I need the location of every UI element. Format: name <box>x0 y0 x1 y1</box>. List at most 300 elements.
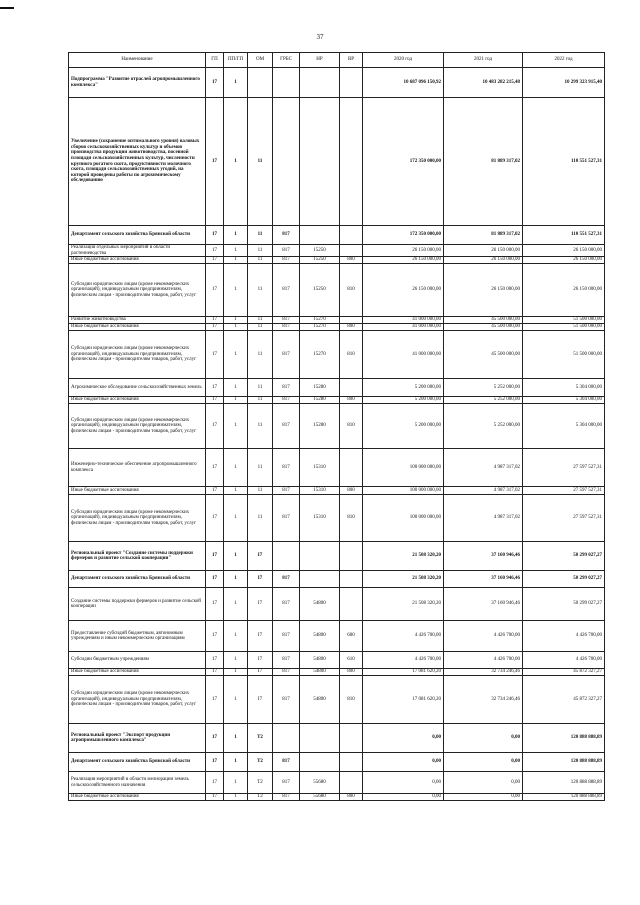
cell-nr: 55680 <box>300 794 340 801</box>
table-row <box>69 794 605 801</box>
cell-pp-gp: 1 <box>224 588 248 621</box>
cell-2022: 27 597 527,31 <box>523 495 605 542</box>
cell-gp: 17 <box>206 264 224 317</box>
cell-vr: 800 <box>340 324 363 331</box>
cell-2021: 45 500 000,00 <box>444 324 523 331</box>
cell-vr: 800 <box>340 794 363 801</box>
cell-pp-gp: 1 <box>224 331 248 379</box>
cell-grbs: 817 <box>273 487 300 495</box>
cell-vr <box>340 98 363 226</box>
table-row <box>69 669 605 676</box>
cell-pp-gp: 1 <box>224 753 248 772</box>
cell-grbs: 817 <box>273 588 300 621</box>
cell-gp: 17 <box>206 669 224 676</box>
cell-2021: 37 160 946,46 <box>444 571 523 588</box>
cell-2022: 26 150 000,00 <box>523 264 605 317</box>
cell-2022: 45 872 327,27 <box>523 676 605 724</box>
cell-2022: 110 551 527,31 <box>523 98 605 226</box>
row-name: Субсидии бюджетным учреждениям <box>69 652 206 669</box>
column-header: ВР <box>340 53 363 68</box>
cell-2022: 120 888 888,89 <box>523 772 605 794</box>
cell-2022: 120 888 888,89 <box>523 753 605 772</box>
table-row <box>69 245 605 257</box>
cell-nr: 15280 <box>300 404 340 449</box>
cell-gp: 17 <box>206 317 224 324</box>
row-name: Развитие животноводства <box>69 317 206 324</box>
cell-om: 11 <box>248 397 273 404</box>
table-row <box>69 404 605 449</box>
cell-gp: 17 <box>206 652 224 669</box>
cell-om: 11 <box>248 487 273 495</box>
table-header-row <box>69 53 605 68</box>
cell-gp: 17 <box>206 397 224 404</box>
cell-2022: 26 150 000,00 <box>523 257 605 264</box>
cell-pp-gp: 1 <box>224 226 248 245</box>
column-header: Наименование <box>69 53 206 68</box>
cell-2020: 41 000 000,00 <box>363 324 444 331</box>
row-name: Субсидии юридическим лицам (кроме некоммерческих организаций), индивидуальным предпринимателям, физическим лицам - производителям товаров, работ, услуг <box>69 404 206 449</box>
cell-2022: 50 299 027,27 <box>523 542 605 571</box>
cell-gp: 17 <box>206 495 224 542</box>
cell-vr <box>340 724 363 753</box>
cell-om: I7 <box>248 669 273 676</box>
cell-gp: 17 <box>206 449 224 487</box>
row-name: Увеличение (сохранение оптимального уровня) валовых сборов сельскохозяйственных культур и объемов производства продукции животноводства, посевной площади сельскохозяйственных культур, численности крупного рогатого скота, продуктивности молочного скота, площади сельскохозяйственных угодий, на которой проведены работы по агрохимическому обследованию <box>69 98 206 226</box>
row-name: Иные бюджетные ассигнования <box>69 257 206 264</box>
cell-gp: 17 <box>206 331 224 379</box>
cell-gp: 17 <box>206 676 224 724</box>
cell-2022: 51 500 000,00 <box>523 324 605 331</box>
cell-grbs: 817 <box>273 397 300 404</box>
table-row <box>69 676 605 724</box>
cell-nr: 15310 <box>300 487 340 495</box>
cell-gp: 17 <box>206 226 224 245</box>
row-name: Иные бюджетные ассигнования <box>69 487 206 495</box>
cell-nr: 54800 <box>300 652 340 669</box>
cell-grbs: 817 <box>273 324 300 331</box>
cell-nr: 54800 <box>300 669 340 676</box>
row-name: Иные бюджетные ассигнования <box>69 324 206 331</box>
cell-2020: 41 000 000,00 <box>363 331 444 379</box>
cell-vr: 800 <box>340 669 363 676</box>
cell-gp: 17 <box>206 621 224 652</box>
cell-grbs <box>273 542 300 571</box>
cell-pp-gp: 1 <box>224 397 248 404</box>
cell-2021: 45 500 000,00 <box>444 317 523 324</box>
column-header: ГРБС <box>273 53 300 68</box>
cell-2022: 5 304 000,00 <box>523 397 605 404</box>
cell-2022: 5 304 000,00 <box>523 379 605 397</box>
cell-pp-gp: 1 <box>224 676 248 724</box>
cell-2021: 32 734 246,46 <box>444 669 523 676</box>
cell-grbs: 817 <box>273 264 300 317</box>
cell-pp-gp: 1 <box>224 669 248 676</box>
cell-vr <box>340 317 363 324</box>
cell-nr: 15250 <box>300 257 340 264</box>
cell-nr: 15310 <box>300 495 340 542</box>
table-row <box>69 264 605 317</box>
cell-om: 11 <box>248 404 273 449</box>
cell-2022: 110 551 527,31 <box>523 226 605 245</box>
cell-gp: 17 <box>206 404 224 449</box>
cell-grbs: 817 <box>273 652 300 669</box>
cell-grbs: 817 <box>273 404 300 449</box>
cell-2020: 10 687 096 150,92 <box>363 68 444 98</box>
cell-om: I7 <box>248 588 273 621</box>
column-header: ПП/ГП <box>224 53 248 68</box>
cell-gp: 17 <box>206 324 224 331</box>
table-row <box>69 324 605 331</box>
column-header: 2022 год <box>523 53 605 68</box>
table-row <box>69 226 605 245</box>
cell-pp-gp: 1 <box>224 621 248 652</box>
cell-grbs: 817 <box>273 226 300 245</box>
table-row <box>69 588 605 621</box>
cell-om: 11 <box>248 379 273 397</box>
cell-om: I7 <box>248 652 273 669</box>
table-row <box>69 772 605 794</box>
cell-2021: 26 150 000,00 <box>444 264 523 317</box>
cell-vr: 810 <box>340 264 363 317</box>
cell-gp: 17 <box>206 379 224 397</box>
cell-pp-gp: 1 <box>224 449 248 487</box>
cell-gp: 17 <box>206 724 224 753</box>
cell-vr <box>340 588 363 621</box>
cell-vr <box>340 379 363 397</box>
row-name: Субсидии юридическим лицам (кроме некоммерческих организаций), индивидуальным предпринимателям, физическим лицам - производителям товаров, работ, услуг <box>69 264 206 317</box>
cell-om: 11 <box>248 245 273 257</box>
cell-2020: 26 150 000,00 <box>363 264 444 317</box>
table-row <box>69 317 605 324</box>
cell-nr: 54800 <box>300 676 340 724</box>
cell-vr <box>340 753 363 772</box>
cell-gp: 17 <box>206 487 224 495</box>
cell-nr <box>300 542 340 571</box>
cell-om: T2 <box>248 724 273 753</box>
cell-om: I7 <box>248 571 273 588</box>
cell-pp-gp: 1 <box>224 404 248 449</box>
row-name: Инженерно-техническое обеспечение агропромышленного комплекса <box>69 449 206 487</box>
cell-pp-gp: 1 <box>224 98 248 226</box>
cell-gp: 17 <box>206 772 224 794</box>
cell-2020: 17 081 620,20 <box>363 669 444 676</box>
cell-grbs: 817 <box>273 245 300 257</box>
cell-om: 11 <box>248 331 273 379</box>
cell-2020: 41 000 000,00 <box>363 317 444 324</box>
table-row <box>69 724 605 753</box>
table-row <box>69 397 605 404</box>
cell-2022: 27 597 527,31 <box>523 487 605 495</box>
column-header: 2021 год <box>444 53 523 68</box>
cell-2020: 100 000 000,00 <box>363 449 444 487</box>
cell-gp: 17 <box>206 68 224 98</box>
cell-2021: 4 426 700,00 <box>444 652 523 669</box>
cell-pp-gp: 1 <box>224 794 248 801</box>
row-name: Департамент сельского хозяйства Брянской области <box>69 753 206 772</box>
cell-gp: 17 <box>206 245 224 257</box>
cell-grbs: 817 <box>273 669 300 676</box>
cell-2022: 45 872 327,27 <box>523 669 605 676</box>
cell-2022: 26 150 000,00 <box>523 245 605 257</box>
row-name: Создание системы поддержки фермеров и развитие сельской кооперации <box>69 588 206 621</box>
cell-grbs: 817 <box>273 676 300 724</box>
cell-2020: 26 150 000,00 <box>363 245 444 257</box>
cell-nr: 15250 <box>300 245 340 257</box>
cell-2020: 4 426 700,00 <box>363 621 444 652</box>
cell-vr <box>340 772 363 794</box>
cell-2021: 10 483 282 215,48 <box>444 68 523 98</box>
cell-pp-gp: 1 <box>224 245 248 257</box>
cell-vr <box>340 226 363 245</box>
row-name: Иные бюджетные ассигнования <box>69 794 206 801</box>
cell-grbs: 817 <box>273 753 300 772</box>
cell-pp-gp: 1 <box>224 324 248 331</box>
cell-2021: 26 150 000,00 <box>444 245 523 257</box>
table-row <box>69 621 605 652</box>
row-name: Региональный проект "Создание системы поддержки фермеров и развитие сельской кооперации" <box>69 542 206 571</box>
cell-2020: 17 081 620,20 <box>363 676 444 724</box>
cell-2020: 0,00 <box>363 794 444 801</box>
cell-2022: 4 426 700,00 <box>523 652 605 669</box>
table-row <box>69 571 605 588</box>
cell-om: I7 <box>248 676 273 724</box>
cell-gp: 17 <box>206 571 224 588</box>
cell-om: 11 <box>248 226 273 245</box>
cell-gp: 17 <box>206 753 224 772</box>
cell-2020: 172 350 000,00 <box>363 226 444 245</box>
cell-pp-gp: 1 <box>224 772 248 794</box>
cell-grbs: 817 <box>273 379 300 397</box>
cell-2021: 4 987 317,02 <box>444 495 523 542</box>
cell-2022: 50 299 027,27 <box>523 571 605 588</box>
cell-gp: 17 <box>206 542 224 571</box>
cell-om: 11 <box>248 495 273 542</box>
table-row <box>69 495 605 542</box>
row-name: Подпрограмма "Развитие отраслей агропромышленного комплекса" <box>69 68 206 98</box>
cell-nr <box>300 724 340 753</box>
row-name: Реализация мероприятий в области мелиорации земель сельскохозяйственного назначения <box>69 772 206 794</box>
table-row <box>69 257 605 264</box>
cell-nr: 15270 <box>300 324 340 331</box>
table-row <box>69 68 605 98</box>
cell-vr: 810 <box>340 676 363 724</box>
cell-om: T2 <box>248 794 273 801</box>
cell-2020: 100 000 000,00 <box>363 487 444 495</box>
cell-2020: 26 150 000,00 <box>363 257 444 264</box>
cell-2020: 100 000 000,00 <box>363 495 444 542</box>
cell-2021: 4 426 700,00 <box>444 621 523 652</box>
cell-nr: 15280 <box>300 379 340 397</box>
row-name: Региональный проект "Экспорт продукции агропромышленного комплекса" <box>69 724 206 753</box>
cell-2021: 32 734 246,46 <box>444 676 523 724</box>
cell-2021: 0,00 <box>444 772 523 794</box>
table-row <box>69 753 605 772</box>
cell-vr <box>340 449 363 487</box>
cell-2020: 5 200 000,00 <box>363 404 444 449</box>
cell-2021: 4 987 317,02 <box>444 449 523 487</box>
cell-2021: 81 889 317,02 <box>444 226 523 245</box>
cell-pp-gp: 1 <box>224 724 248 753</box>
cell-vr: 810 <box>340 495 363 542</box>
cell-nr <box>300 571 340 588</box>
cell-om: T2 <box>248 772 273 794</box>
cell-pp-gp: 1 <box>224 652 248 669</box>
table-row <box>69 98 605 226</box>
cell-2021: 0,00 <box>444 794 523 801</box>
cell-2022: 120 888 888,89 <box>523 724 605 753</box>
cell-pp-gp: 1 <box>224 68 248 98</box>
cell-2022: 4 426 700,00 <box>523 621 605 652</box>
cell-2021: 0,00 <box>444 753 523 772</box>
table-row <box>69 542 605 571</box>
cell-2022: 10 299 323 915,40 <box>523 68 605 98</box>
cell-om: 11 <box>248 449 273 487</box>
cell-nr: 15270 <box>300 331 340 379</box>
column-header: ОМ <box>248 53 273 68</box>
cell-nr: 15280 <box>300 397 340 404</box>
cell-grbs: 817 <box>273 772 300 794</box>
cell-gp: 17 <box>206 257 224 264</box>
row-name: Иные бюджетные ассигнования <box>69 397 206 404</box>
cell-gp: 17 <box>206 98 224 226</box>
cell-2020: 0,00 <box>363 772 444 794</box>
table-body <box>69 68 605 801</box>
cell-pp-gp: 1 <box>224 495 248 542</box>
page-number: 37 <box>316 33 324 41</box>
cell-gp: 17 <box>206 794 224 801</box>
cell-vr: 810 <box>340 404 363 449</box>
cell-nr <box>300 68 340 98</box>
row-name: Департамент сельского хозяйства Брянской области <box>69 226 206 245</box>
cell-2020: 21 508 320,20 <box>363 588 444 621</box>
cell-vr: 800 <box>340 257 363 264</box>
row-name: Субсидии юридическим лицам (кроме некоммерческих организаций), индивидуальным предпринимателям, физическим лицам - производителям товаров, работ, услуг <box>69 676 206 724</box>
cell-grbs: 817 <box>273 317 300 324</box>
cell-om: 11 <box>248 257 273 264</box>
cell-om: I7 <box>248 542 273 571</box>
cell-nr <box>300 753 340 772</box>
cell-2022: 51 500 000,00 <box>523 331 605 379</box>
cell-2020: 21 508 320,20 <box>363 571 444 588</box>
table-row <box>69 331 605 379</box>
row-name: Предоставление субсидий бюджетным, автономным учреждениям и иным некоммерческим организациям <box>69 621 206 652</box>
row-name: Субсидии юридическим лицам (кроме некоммерческих организаций), индивидуальным предпринимателям, физическим лицам - производителям товаров, работ, услуг <box>69 331 206 379</box>
cell-om: T2 <box>248 753 273 772</box>
cell-2021: 37 160 946,46 <box>444 588 523 621</box>
row-name: Реализация отдельных мероприятий в области растениеводства <box>69 245 206 257</box>
cell-grbs <box>273 68 300 98</box>
cell-2021: 81 889 317,02 <box>444 98 523 226</box>
cell-grbs: 817 <box>273 571 300 588</box>
cell-om: 11 <box>248 317 273 324</box>
cell-nr: 15270 <box>300 317 340 324</box>
cell-om <box>248 68 273 98</box>
cell-2021: 5 252 000,00 <box>444 404 523 449</box>
cell-grbs: 817 <box>273 331 300 379</box>
column-header: 2020 год <box>363 53 444 68</box>
cell-om: 11 <box>248 324 273 331</box>
cell-vr <box>340 571 363 588</box>
cell-nr: 15250 <box>300 264 340 317</box>
cell-pp-gp: 1 <box>224 257 248 264</box>
cell-2021: 5 252 000,00 <box>444 397 523 404</box>
cell-2020: 172 350 000,00 <box>363 98 444 226</box>
cell-vr: 600 <box>340 621 363 652</box>
cell-grbs: 817 <box>273 257 300 264</box>
cell-grbs: 817 <box>273 495 300 542</box>
cell-pp-gp: 1 <box>224 542 248 571</box>
cell-2020: 0,00 <box>363 724 444 753</box>
cell-2021: 37 160 946,46 <box>444 542 523 571</box>
cell-2022: 51 500 000,00 <box>523 317 605 324</box>
cell-grbs: 817 <box>273 621 300 652</box>
table-row <box>69 379 605 397</box>
cell-om: I7 <box>248 621 273 652</box>
column-header: ГП <box>206 53 224 68</box>
cell-pp-gp: 1 <box>224 487 248 495</box>
cell-pp-gp: 1 <box>224 379 248 397</box>
cell-2022: 120 888 888,89 <box>523 794 605 801</box>
cell-vr: 800 <box>340 397 363 404</box>
cell-vr: 800 <box>340 487 363 495</box>
row-name: Субсидии юридическим лицам (кроме некоммерческих организаций), индивидуальным предпринимателям, физическим лицам - производителям товаров, работ, услуг <box>69 495 206 542</box>
cell-om: 11 <box>248 264 273 317</box>
cell-om: 11 <box>248 98 273 226</box>
cell-vr: 610 <box>340 652 363 669</box>
cell-nr <box>300 226 340 245</box>
cell-2020: 0,00 <box>363 753 444 772</box>
cell-2020: 5 200 000,00 <box>363 397 444 404</box>
budget-table <box>68 52 605 801</box>
cell-pp-gp: 1 <box>224 571 248 588</box>
cell-vr <box>340 245 363 257</box>
cell-2020: 5 200 000,00 <box>363 379 444 397</box>
cell-2021: 4 987 317,02 <box>444 487 523 495</box>
cell-vr <box>340 68 363 98</box>
cell-2020: 4 426 700,00 <box>363 652 444 669</box>
cell-pp-gp: 1 <box>224 317 248 324</box>
cell-grbs <box>273 724 300 753</box>
cell-vr: 810 <box>340 331 363 379</box>
corner-mark <box>0 7 14 9</box>
cell-nr: 55680 <box>300 772 340 794</box>
row-name: Агрохимическое обследование сельскохозяйственных земель <box>69 379 206 397</box>
row-name: Иные бюджетные ассигнования <box>69 669 206 676</box>
cell-2021: 45 500 000,00 <box>444 331 523 379</box>
column-header: НР <box>300 53 340 68</box>
cell-gp: 17 <box>206 588 224 621</box>
cell-2020: 21 508 320,20 <box>363 542 444 571</box>
cell-2022: 27 597 527,31 <box>523 449 605 487</box>
table-row <box>69 487 605 495</box>
cell-2022: 50 299 027,27 <box>523 588 605 621</box>
cell-nr: 15310 <box>300 449 340 487</box>
cell-grbs: 817 <box>273 794 300 801</box>
cell-2021: 26 150 000,00 <box>444 257 523 264</box>
cell-nr: 54800 <box>300 621 340 652</box>
cell-grbs: 817 <box>273 449 300 487</box>
cell-vr <box>340 542 363 571</box>
cell-2021: 0,00 <box>444 724 523 753</box>
cell-2022: 5 304 000,00 <box>523 404 605 449</box>
cell-nr: 54800 <box>300 588 340 621</box>
table-row <box>69 449 605 487</box>
cell-pp-gp: 1 <box>224 264 248 317</box>
cell-nr <box>300 98 340 226</box>
row-name: Департамент сельского хозяйства Брянской области <box>69 571 206 588</box>
table-row <box>69 652 605 669</box>
cell-grbs <box>273 98 300 226</box>
